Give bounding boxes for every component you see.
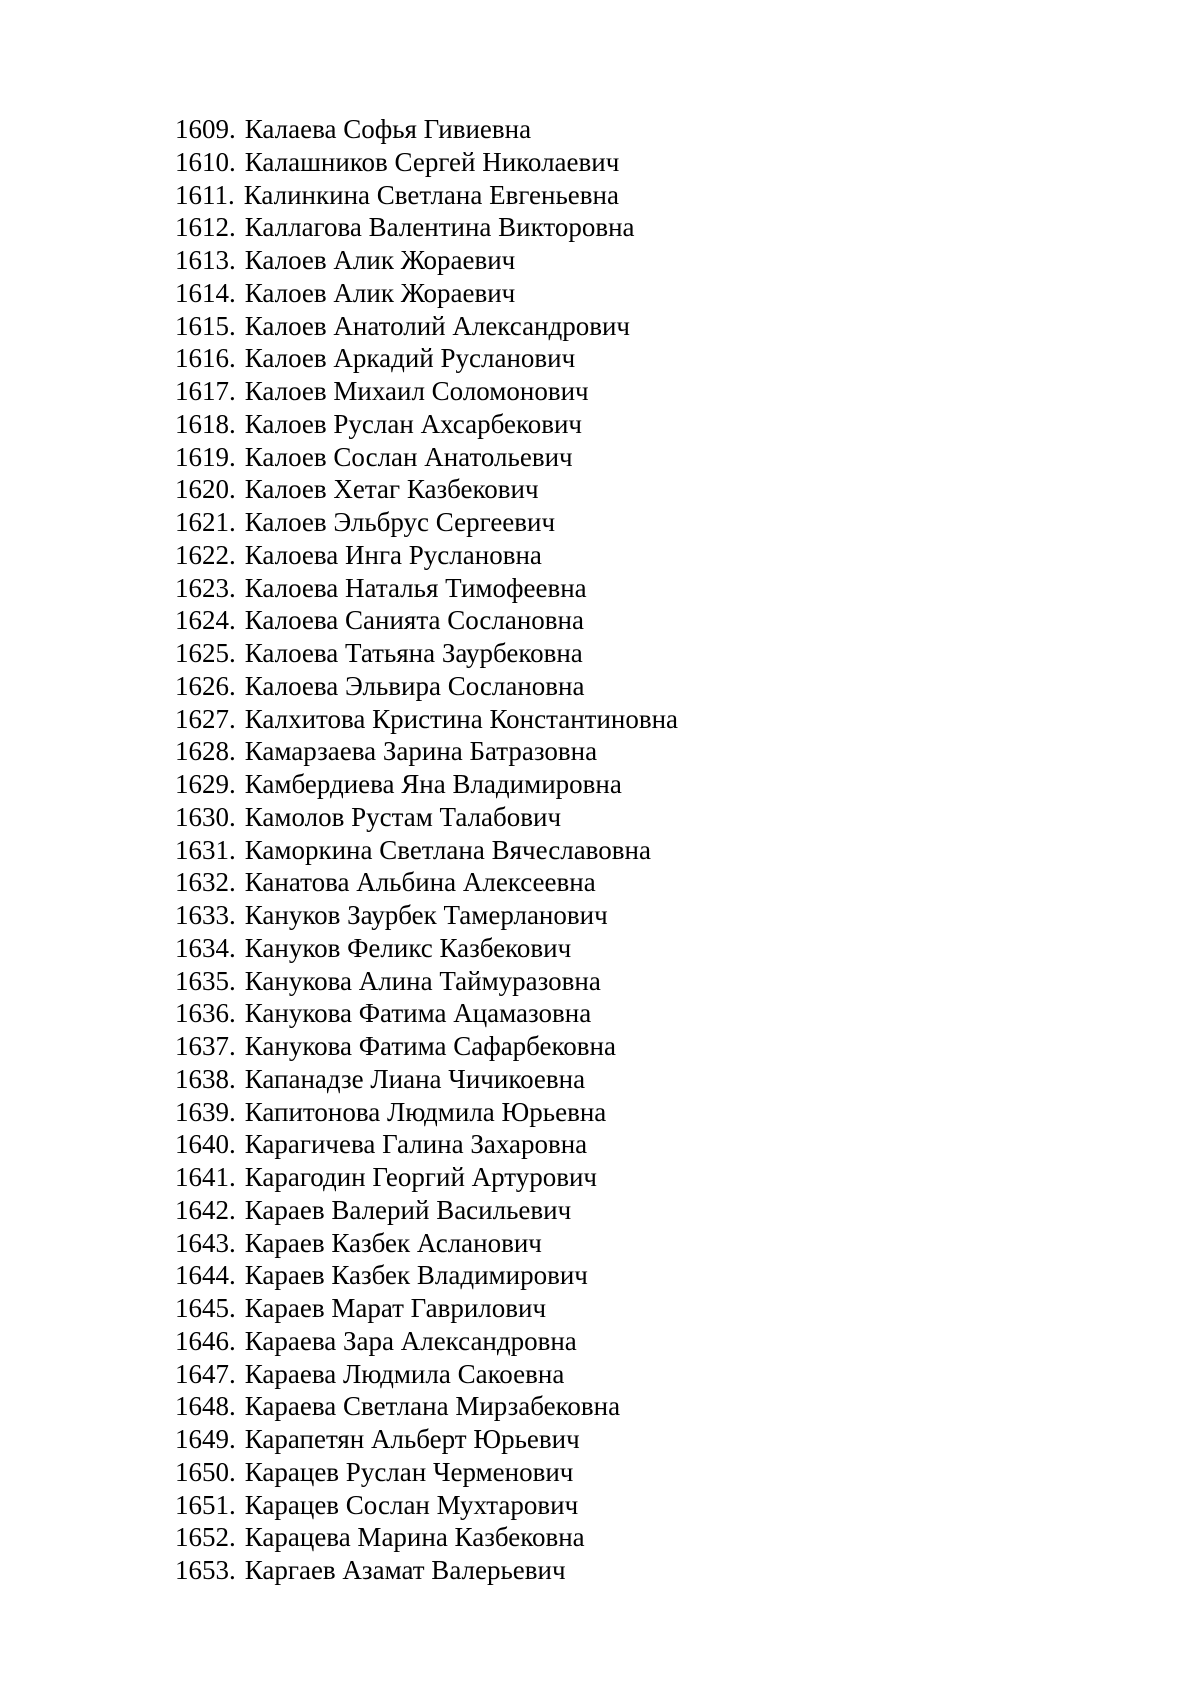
- entry-name: Канукова Фатима Сафарбековна: [244, 1031, 616, 1061]
- list-item: [175, 1390, 678, 1423]
- list-item: [175, 310, 678, 343]
- entry-number: 1647.: [175, 1358, 236, 1389]
- entry-name: Караева Зара Александровна: [244, 1325, 577, 1356]
- entry-number: 1642.: [175, 1194, 236, 1225]
- entry-number: 1625.: [175, 638, 236, 668]
- list-item: [175, 703, 678, 736]
- list-item: [175, 997, 678, 1030]
- list-item: [175, 506, 678, 539]
- entry-number: 1634.: [175, 932, 236, 963]
- list-item: [175, 1456, 678, 1489]
- list-item: [175, 342, 678, 375]
- list-item: [175, 244, 678, 277]
- list-item: [175, 1194, 678, 1227]
- list-item: [175, 866, 678, 899]
- entry-name: Караев Валерий Васильевич: [244, 1194, 572, 1225]
- entry-number: 1628.: [175, 736, 236, 767]
- list-item: [175, 670, 678, 703]
- list-item: [175, 735, 678, 768]
- list-item: [175, 1325, 678, 1358]
- entry-name: Караев Марат Гаврилович: [244, 1293, 547, 1323]
- entry-name: Камбердиева Яна Владимировна: [244, 769, 622, 799]
- list-item: [175, 211, 678, 244]
- entry-number: 1646.: [175, 1325, 236, 1356]
- list-item: [175, 375, 678, 408]
- entry-name: Кануков Заурбек Тамерланович: [244, 900, 608, 930]
- entry-name: Калоев Хетаг Казбекович: [244, 474, 539, 505]
- list-item: [175, 768, 678, 801]
- entry-number: 1630.: [175, 801, 236, 832]
- entry-name: Калоев Сослан Анатольевич: [244, 441, 573, 472]
- entry-name: Калоев Эльбрус Сергеевич: [244, 507, 556, 537]
- entry-number: 1621.: [175, 507, 236, 537]
- entry-number: 1648.: [175, 1391, 236, 1422]
- entry-number: 1650.: [175, 1456, 236, 1487]
- entry-number: 1623.: [175, 572, 236, 603]
- entry-number: 1629.: [175, 769, 236, 799]
- entry-name: Канукова Алина Таймуразовна: [244, 965, 601, 996]
- entry-number: 1612.: [175, 212, 236, 243]
- entry-number: 1624.: [175, 605, 236, 636]
- entry-name: Калоева Наталья Тимофеевна: [244, 572, 587, 603]
- entry-number: 1638.: [175, 1063, 236, 1094]
- entry-name: Карацева Марина Казбековна: [244, 1522, 585, 1553]
- entry-number: 1620.: [175, 474, 236, 505]
- list-item: [175, 1030, 678, 1063]
- entry-name: Калоев Алик Жораевич: [244, 245, 516, 275]
- entry-name: Калоев Анатолий Александрович: [244, 310, 631, 341]
- list-item: [175, 1554, 678, 1587]
- list-item: [175, 277, 678, 310]
- list-item: [175, 1227, 678, 1260]
- list-item: [175, 1423, 678, 1456]
- entry-number: 1639.: [175, 1096, 236, 1127]
- entry-number: 1653.: [175, 1555, 236, 1585]
- entry-name: Канукова Фатима Ацамазовна: [244, 998, 592, 1029]
- entry-number: 1644.: [175, 1260, 236, 1291]
- list-item: [175, 473, 678, 506]
- list-item: [175, 899, 678, 932]
- entry-name: Калоева Инга Руслановна: [244, 539, 542, 570]
- list-item: [175, 965, 678, 998]
- entry-name: Калоев Михаил Соломонович: [244, 376, 589, 406]
- entry-number: 1618.: [175, 408, 236, 439]
- entry-number: 1626.: [175, 670, 236, 701]
- entry-name: Калоев Алик Жораевич: [244, 277, 516, 308]
- entry-name: Калашников Сергей Николаевич: [244, 146, 620, 177]
- entry-name: Калоев Аркадий Русланович: [244, 343, 576, 374]
- entry-name: Капанадзе Лиана Чичикоевна: [244, 1063, 586, 1094]
- entry-number: 1641.: [175, 1162, 236, 1192]
- entry-number: 1633.: [175, 900, 236, 930]
- list-item: [175, 1521, 678, 1554]
- entry-number: 1652.: [175, 1522, 236, 1553]
- entry-name: Канатова Альбина Алексеевна: [244, 867, 596, 898]
- entry-name: Каллагова Валентина Викторовна: [244, 212, 635, 243]
- entry-number: 1615.: [175, 310, 236, 341]
- entry-number: 1635.: [175, 965, 236, 996]
- entry-number: 1622.: [175, 539, 236, 570]
- entry-name: Камарзаева Зарина Батразовна: [244, 736, 598, 767]
- entry-name: Калоева Татьяна Заурбековна: [244, 638, 583, 668]
- list-item: [175, 1128, 678, 1161]
- entry-name: Карацев Сослан Мухтарович: [244, 1489, 579, 1520]
- list-item: [175, 1259, 678, 1292]
- entry-name: Калоева Санията Сослановна: [244, 605, 584, 636]
- entry-name: Караев Казбек Владимирович: [244, 1260, 588, 1291]
- entry-name: Калаева Софья Гивиевна: [244, 114, 532, 144]
- list-item: [175, 1161, 678, 1194]
- entry-number: 1643.: [175, 1227, 236, 1258]
- list-item: [175, 1358, 678, 1391]
- entry-number: 1651.: [175, 1489, 236, 1520]
- list-item: [175, 408, 678, 441]
- entry-name: Капитонова Людмила Юрьевна: [244, 1096, 607, 1127]
- list-item: [175, 441, 678, 474]
- list-item: [175, 179, 678, 212]
- entry-name: Камолов Рустам Талабович: [244, 801, 562, 832]
- entry-number: 1645.: [175, 1293, 236, 1323]
- entry-name: Кануков Феликс Казбекович: [244, 932, 572, 963]
- list-item: [175, 637, 678, 670]
- entry-number: 1632.: [175, 867, 236, 898]
- entry-name: Карагодин Георгий Артурович: [244, 1162, 598, 1192]
- list-item: [175, 146, 678, 179]
- list-item: [175, 801, 678, 834]
- entry-number: 1613.: [175, 245, 236, 275]
- list-item: [175, 539, 678, 572]
- entry-number: 1617.: [175, 376, 236, 406]
- entry-number: 1616.: [175, 343, 236, 374]
- entry-name: Карагичева Галина Захаровна: [244, 1129, 588, 1160]
- entry-name: Караева Людмила Сакоевна: [244, 1358, 565, 1389]
- entry-number: 1611.: [175, 179, 235, 210]
- list-item: [175, 834, 678, 867]
- list-item: [175, 1292, 678, 1325]
- entry-number: 1636.: [175, 998, 236, 1029]
- entry-name: Карапетян Альберт Юрьевич: [244, 1424, 580, 1454]
- entry-number: 1609.: [175, 114, 236, 144]
- entry-name: Каморкина Светлана Вячеславовна: [244, 834, 651, 865]
- list-item: [175, 1096, 678, 1129]
- entry-number: 1631.: [175, 834, 236, 865]
- list-item: [175, 1489, 678, 1522]
- list-item: [175, 113, 678, 146]
- entry-name: Каргаев Азамат Валерьевич: [244, 1555, 566, 1585]
- entry-name: Караева Светлана Мирзабековна: [244, 1391, 621, 1422]
- entry-name: Караев Казбек Асланович: [244, 1227, 542, 1258]
- name-list: [175, 113, 678, 1587]
- list-item: [175, 932, 678, 965]
- list-item: [175, 604, 678, 637]
- list-item: [175, 1063, 678, 1096]
- entry-name: Карацев Руслан Черменович: [244, 1456, 574, 1487]
- entry-name: Калоева Эльвира Сослановна: [244, 670, 585, 701]
- entry-name: Калинкина Светлана Евгеньевна: [243, 179, 619, 210]
- entry-number: 1649.: [175, 1424, 236, 1454]
- entry-number: 1614.: [175, 277, 236, 308]
- entry-number: 1627.: [175, 703, 236, 734]
- entry-number: 1637.: [175, 1031, 236, 1061]
- entry-name: Калоев Руслан Ахсарбекович: [244, 408, 582, 439]
- entry-number: 1619.: [175, 441, 236, 472]
- entry-number: 1610.: [175, 146, 236, 177]
- entry-number: 1640.: [175, 1129, 236, 1160]
- entry-name: Калхитова Кристина Константиновна: [244, 703, 679, 734]
- list-item: [175, 572, 678, 605]
